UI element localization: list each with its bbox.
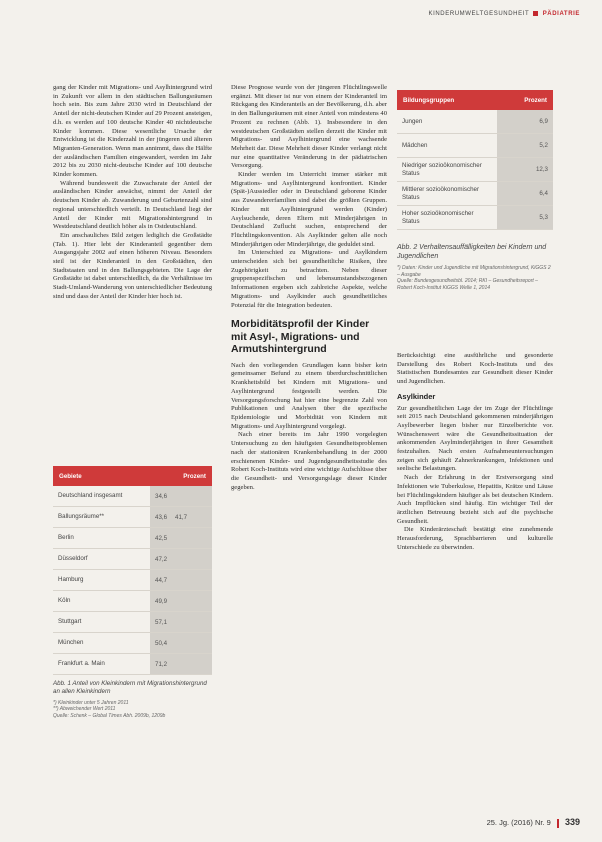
row-label: Deutschland insgesamt	[53, 486, 150, 506]
row-label: Niedriger sozioökonomischer Status	[397, 158, 497, 181]
row-label: Hamburg	[53, 570, 150, 590]
paragraph: Kinder werden im Unterricht immer stärker mit Migrations- und Asylhintergrund konfrontiert. Kinder (Spät-)Aussiedler oder in Deutschland geborene Kinder aus Zuwandererfamilien sind dabei die größten Gruppen. Kinder mit Asylhintergrund werden (Kinder) Asylsuchende, deren Eltern mit Minderjährigen in Deutschland Zuflucht suchen, entsprechend der Flüchtlingskonvention. Als Asylkinder gelten alle noch Minderjährigen oder Minderjährige, die geduldet sind.	[231, 171, 387, 248]
row-label: Köln	[53, 591, 150, 611]
row-value: 5,3	[497, 206, 553, 229]
section-title: PÄDIATRIE	[542, 11, 580, 18]
column-header: Prozent	[183, 472, 206, 480]
section-heading: Morbiditätsprofil der Kinder mit Asyl-, Migrations- und Armutshintergrund	[231, 318, 370, 356]
table-header	[397, 90, 553, 110]
row-value: 57,1	[150, 612, 212, 632]
column-2	[231, 84, 387, 492]
paragraph: Ein anschauliches Bild zeigen lediglich die Großstädte (Tab. 1). Hier lebt der Kinderanteil gegenüber dem Ausgangsjahr 2002 auf einen höheren Niveau. Besonders steil ist der Kinderanteil in den Großstädten, den Stadtstaaten und in den Ballungsgebieten. Die Lage der Großstädte ist dabei unterschiedlich, da die Verhältnisse im Stadt-Umland-Wanderung von unterschiedlicher Bedeutung sind und dass der Anteil der Kinder hier hoch ist.	[53, 231, 212, 300]
paragraph: Nach einer bereits im Jahr 1990 vorgelegten Untersuchung zu den häufigsten Gesundheitsproblemen nach der stationären Krankenbehandlung in der 2000 erschienenen Kinder- und Jugendgesundheitsstudie des Robert Koch-Instituts wird eine wichtige Aufschlüsse über die Gesundheit- und Versorgungslage dieser Kinder gegeben.	[231, 431, 387, 491]
footnote: *) Kleinkinder unter 5 Jahren 2011	[53, 699, 129, 706]
row-label: Düsseldorf	[53, 549, 150, 569]
table-row	[53, 612, 212, 633]
page-number: 339	[564, 817, 580, 828]
table-row	[53, 486, 212, 507]
paragraph: Nach der Erfahrung in der Erstversorgung sind Infektionen wie Tuberkulose, Hepatitis, Krätze und Läuse bei Flüchtlingskindern häufiger als bei deutschen Kindern. Auch Impflücken sind häufig. Ein wichtiger Teil der ärztlichen Betreuung bezieht sich auf die psychische Gesundheit.	[397, 474, 553, 525]
table-1	[53, 466, 212, 675]
row-label: Frankfurt a. Main	[53, 654, 150, 674]
table-row	[397, 206, 553, 230]
subsection-heading: Asylkinder	[397, 391, 436, 401]
paragraph: Berücksichtigt eine ausführliche und gesonderte Darstellung des Robert Koch-Instituts und des Statistischen Bundesamtes zur Gesundheit dieser Kinder und Jugendlichen.	[397, 352, 553, 386]
row-value: 49,9	[150, 591, 212, 611]
footnotes	[397, 265, 553, 291]
table-row	[53, 633, 212, 654]
page-footer	[487, 817, 580, 828]
row-label: Berlin	[53, 528, 150, 548]
row-label: Stuttgart	[53, 612, 150, 632]
table-row	[53, 591, 212, 612]
row-value: 44,7	[150, 570, 212, 590]
table-row	[53, 528, 212, 549]
paragraph: Die Kinderärzteschaft bestätigt eine zunehmende Herausforderung, Sprachbarrieren und kulturelle Unterschiede zu überwinden.	[397, 526, 553, 551]
row-label: Ballungsräume**	[53, 507, 150, 527]
row-label: Mädchen	[397, 134, 497, 157]
table-2-caption	[397, 244, 553, 291]
table-row	[397, 182, 553, 206]
paragraph: Während bundesweit die Zuwachsrate der Anteil der ausländischen Kinder anwächst, nimmt der Anteil der deutschen Kinder ab. Zuwanderung und Geburtenzahl sind regional unterschiedlich verteilt. In Deutschland liegt der Anteil der Kinder mit Migrationshintergrund in Westdeutschland deutlich höher als in Ostdeutschland.	[53, 179, 212, 231]
row-value: 71,2	[150, 654, 212, 674]
table-row	[53, 570, 212, 591]
row-label: Hoher sozioökonomischer Status	[397, 206, 497, 229]
table-1-caption	[53, 680, 212, 719]
paragraph: Im Unterschied zu Migrations- und Asylkindern unterscheiden sich bei gesundheitliche Risiken, ihre Zugehörigkeit zu betrachten. Neben dieser gruppenspezifischen und lebensumstandsbezogenen Informationen ergeben sich zahlreiche Aspekte, welche Migrations- und Asylkinder auch gesundheitliches Potenzial für die Integration bedeuten.	[231, 249, 387, 309]
table-row	[53, 507, 212, 528]
row-subvalue: 41,7	[175, 513, 188, 521]
row-value: 6,4	[497, 182, 553, 205]
table-header	[53, 466, 212, 486]
square-icon	[533, 11, 538, 16]
column-header: Gebiete	[59, 472, 82, 480]
column-header: Prozent	[524, 96, 547, 104]
table-row	[397, 134, 553, 158]
column-3	[397, 352, 553, 552]
table-row	[53, 549, 212, 570]
row-label: München	[53, 633, 150, 653]
issue-info: 25. Jg. (2016) Nr. 9	[486, 818, 551, 828]
caption-text: Abb. 1 Anteil von Kleinkindern mit Migrationshintergrund an allen Kleinkindern	[53, 680, 207, 695]
column-1	[53, 84, 212, 302]
footnote: *) Daten: Kinder und Jugendliche mit Migrationshintergrund, KiGGS 2 – Ausgabe	[397, 265, 551, 278]
table-row	[397, 158, 553, 182]
table-row	[397, 110, 553, 134]
footnotes	[53, 700, 212, 720]
row-value: 12,3	[497, 158, 553, 181]
journal-title: KINDERUMWELTGESUNDHEIT	[428, 11, 530, 18]
caption-text: Abb. 2 Verhaltensauffälligkeiten bei Kindern und Jugendlichen	[397, 244, 547, 260]
row-label: Mittlerer sozioökonomischer Status	[397, 182, 497, 205]
paragraph: Zur gesundheitlichen Lage der im Zuge der Flüchtlinge seit 2015 nach Deutschland gekommenen minderjährigen Asylbewerber liegen bisher nur Einzelberichte vor. Wünschenswert wäre die Gesundheitssituation der ankommenden Asylminderjährigen in ihrer Gesamtheit festzuhalten. Nach ersten Aufnahmeuntersuchungen zeigen sich gehäuft Zahnerkrankungen, Infektionen und seelische Belastungen.	[397, 404, 553, 473]
running-header	[428, 11, 580, 17]
footnote: **) Abweichender Wert 2011	[53, 706, 116, 713]
table-2	[397, 90, 553, 230]
row-value: 50,4	[150, 633, 212, 653]
divider	[557, 819, 559, 828]
table-row	[53, 654, 212, 675]
paragraph: gang der Kinder mit Migrations- und Asylhintergrund wird in Zukunft vor allem in den städtischen Ballungsräumen hoch sein. Bis zum Jahre 2030 wird in Deutschland der Anteil der nicht-deutschen Kinder auf 29 Prozent ansteigen, d.h. es werden auf 100 deutsche Kinder 40 nichtdeutsche Kinder kommen. Diese wesentliche Ursache der Entwicklung ist die Kinderzahl in der jüngeren und älteren Migranten-Generation. Wenn man annimmt, dass die Hälfte der ausländischen Familien eingewandert, werden im Jahr 2012 bis zu 2030 nicht-deutsche Kinder auf 100 deutsche Kinder kommen.	[53, 84, 212, 179]
column-header: Bildungsgruppen	[403, 96, 455, 104]
paragraph: Nach den vorliegenden Grundlagen kann bisher kein gemeinsamer Befund zu einem überdurchschnittlichen Krankheitsbild bei Kindern mit Migrations- und Asylhintergrund festgestellt werden. Die Versorgungsforschung hat hier eine begrenzte Zahl von Publikationen und Analysen über die spezifische Epidemiologie und Morbidität von Kindern mit Migrations- und Asylhintergrund vorgelegt.	[231, 361, 387, 430]
footnote: Quelle: Schenk – Global Times Abh. 2009b, 1209b	[53, 712, 166, 719]
row-value: 5,2	[497, 134, 553, 157]
row-value: 47,2	[150, 549, 212, 569]
row-label: Jungen	[397, 110, 497, 133]
row-value: 43,6 41,7	[150, 507, 212, 527]
footnote: Quelle: Bundesgesundheitsbl. 2014; RKI – Gesundheitsreport – Robert Koch-Institut KiGGS Welle 1, 2014	[397, 278, 538, 291]
paragraph: Diese Prognose wurde von der jüngeren Flüchtlingswelle ergänzt. Mit dieser ist nur von einem der Kinderanteil im Rückgang des Kinderanteils an der Bevölkerung, d.h. aber in den Ballungsräumen mit einer Anteil von mindestens 40 Prozent zu rechnen (Abb. 1). Insbesondere in den westdeutschen Großstädten stellen derzeit die Kinder mit Migrations- und Asylhintergrund eine wachsende Mehrheit dar. Diese Mehrheit dieser Kinder verlangt nicht nur eine quantitative Veränderung in der pädiatrischen Versorgung.	[231, 84, 387, 170]
row-value: 6,9	[497, 110, 553, 133]
row-value: 42,5	[150, 528, 212, 548]
row-value: 34,6	[150, 486, 212, 506]
